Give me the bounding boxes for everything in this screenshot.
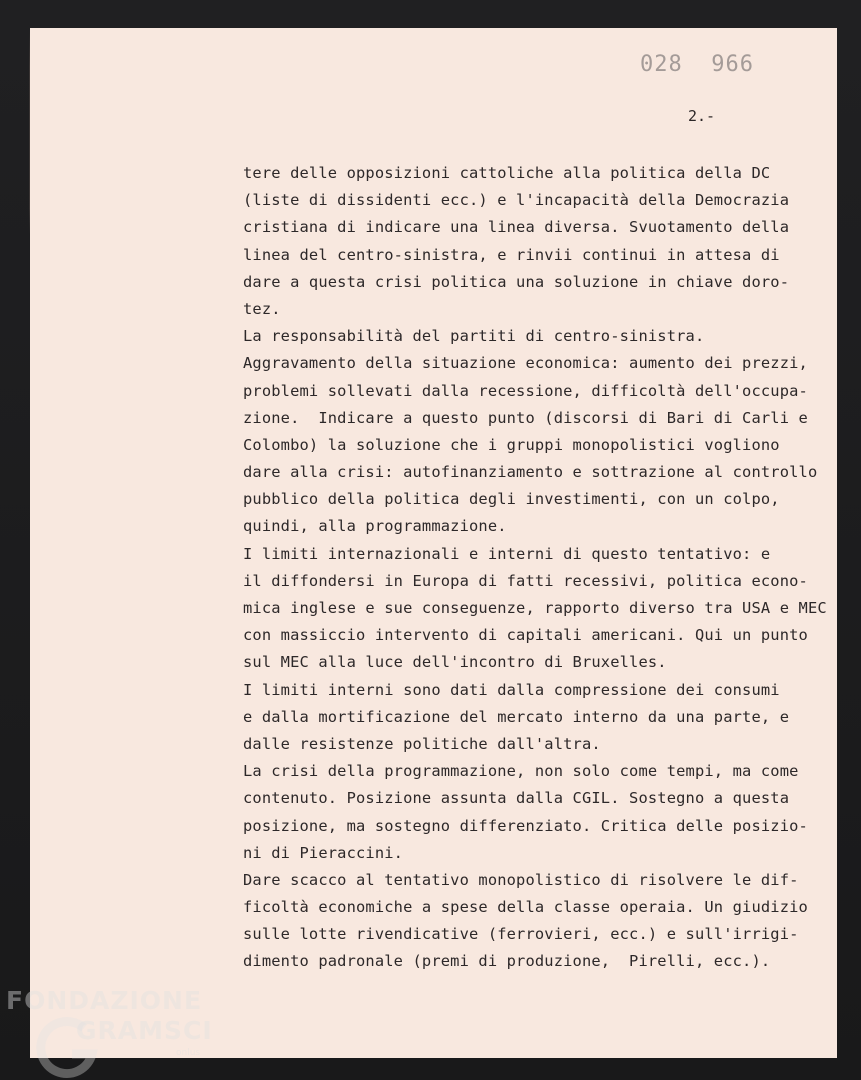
text-line: posizione, ma sostegno differenziato. Critica delle posizio- <box>243 816 808 835</box>
text-line: problemi sollevati dalla recessione, difficoltà dell'occupa- <box>243 381 808 400</box>
text-line: ficoltà economiche a spese della classe operaia. Un giudizio <box>243 898 808 917</box>
text-line: con massiccio intervento di capitali americani. Qui un punto <box>243 626 808 645</box>
text-line: il diffondersi in Europa di fatti recessivi, politica econo- <box>243 571 808 590</box>
text-line: dare alla crisi: autofinanziamento e sottrazione al controllo <box>243 463 818 482</box>
fondazione-gramsci-watermark <box>6 986 216 1076</box>
text-line: cristiana di indicare una linea diversa. Svuotamento della <box>243 218 790 237</box>
typewritten-body <box>243 160 843 976</box>
text-line: tez. <box>243 299 281 318</box>
watermark-onlus: onlus <box>176 1048 201 1058</box>
watermark-line1: FONDAZIONE <box>6 986 203 1015</box>
text-line: linea del centro-sinistra, e rinvii continui in attesa di <box>243 245 780 264</box>
page-number: 2.- <box>688 107 716 125</box>
text-line: tere delle opposizioni cattoliche alla politica della DC <box>243 164 771 182</box>
text-line: Aggravamento della situazione economica: aumento dei prezzi, <box>243 354 808 373</box>
text-line: e dalla mortificazione del mercato interno da una parte, e <box>243 707 790 726</box>
text-line: dare a questa crisi politica una soluzione in chiave doro- <box>243 272 790 291</box>
text-line: pubblico della politica degli investimenti, con un colpo, <box>243 490 780 509</box>
text-line: La responsabilità del partiti di centro-sinistra. <box>243 327 705 346</box>
text-line: sulle lotte rivendicative (ferrovieri, ecc.) e sull'irrigi- <box>243 925 799 944</box>
text-line: ni di Pieraccini. <box>243 843 404 862</box>
text-line: La crisi della programmazione, non solo come tempi, ma come <box>243 762 799 781</box>
watermark-line2: GRAMSCI <box>76 1016 213 1045</box>
text-line: Dare scacco al tentativo monopolistico di risolvere le dif- <box>243 870 799 889</box>
text-line: sul MEC alla luce dell'incontro di Bruxelles. <box>243 653 667 672</box>
archive-stamp-number: 028 966 <box>640 52 754 77</box>
text-line: zione. Indicare a questo punto (discorsi di Bari di Carli e <box>243 408 808 427</box>
text-line: I limiti interni sono dati dalla compressione dei consumi <box>243 680 780 699</box>
text-line: quindi, alla programmazione. <box>243 517 507 536</box>
text-line: dalle resistenze politiche dall'altra. <box>243 734 601 753</box>
text-line: I limiti internazionali e interni di questo tentativo: e <box>243 544 771 563</box>
text-line: Colombo) la soluzione che i gruppi monopolistici vogliono <box>243 435 780 454</box>
text-line: dimento padronale (premi di produzione, Pirelli, ecc.). <box>243 952 771 971</box>
text-line: (liste di dissidenti ecc.) e l'incapacità della Democrazia <box>243 191 790 210</box>
text-line: mica inglese e sue conseguenze, rapporto diverso tra USA e MEC <box>243 599 827 617</box>
text-line: contenuto. Posizione assunta dalla CGIL. Sostegno a questa <box>243 789 790 808</box>
